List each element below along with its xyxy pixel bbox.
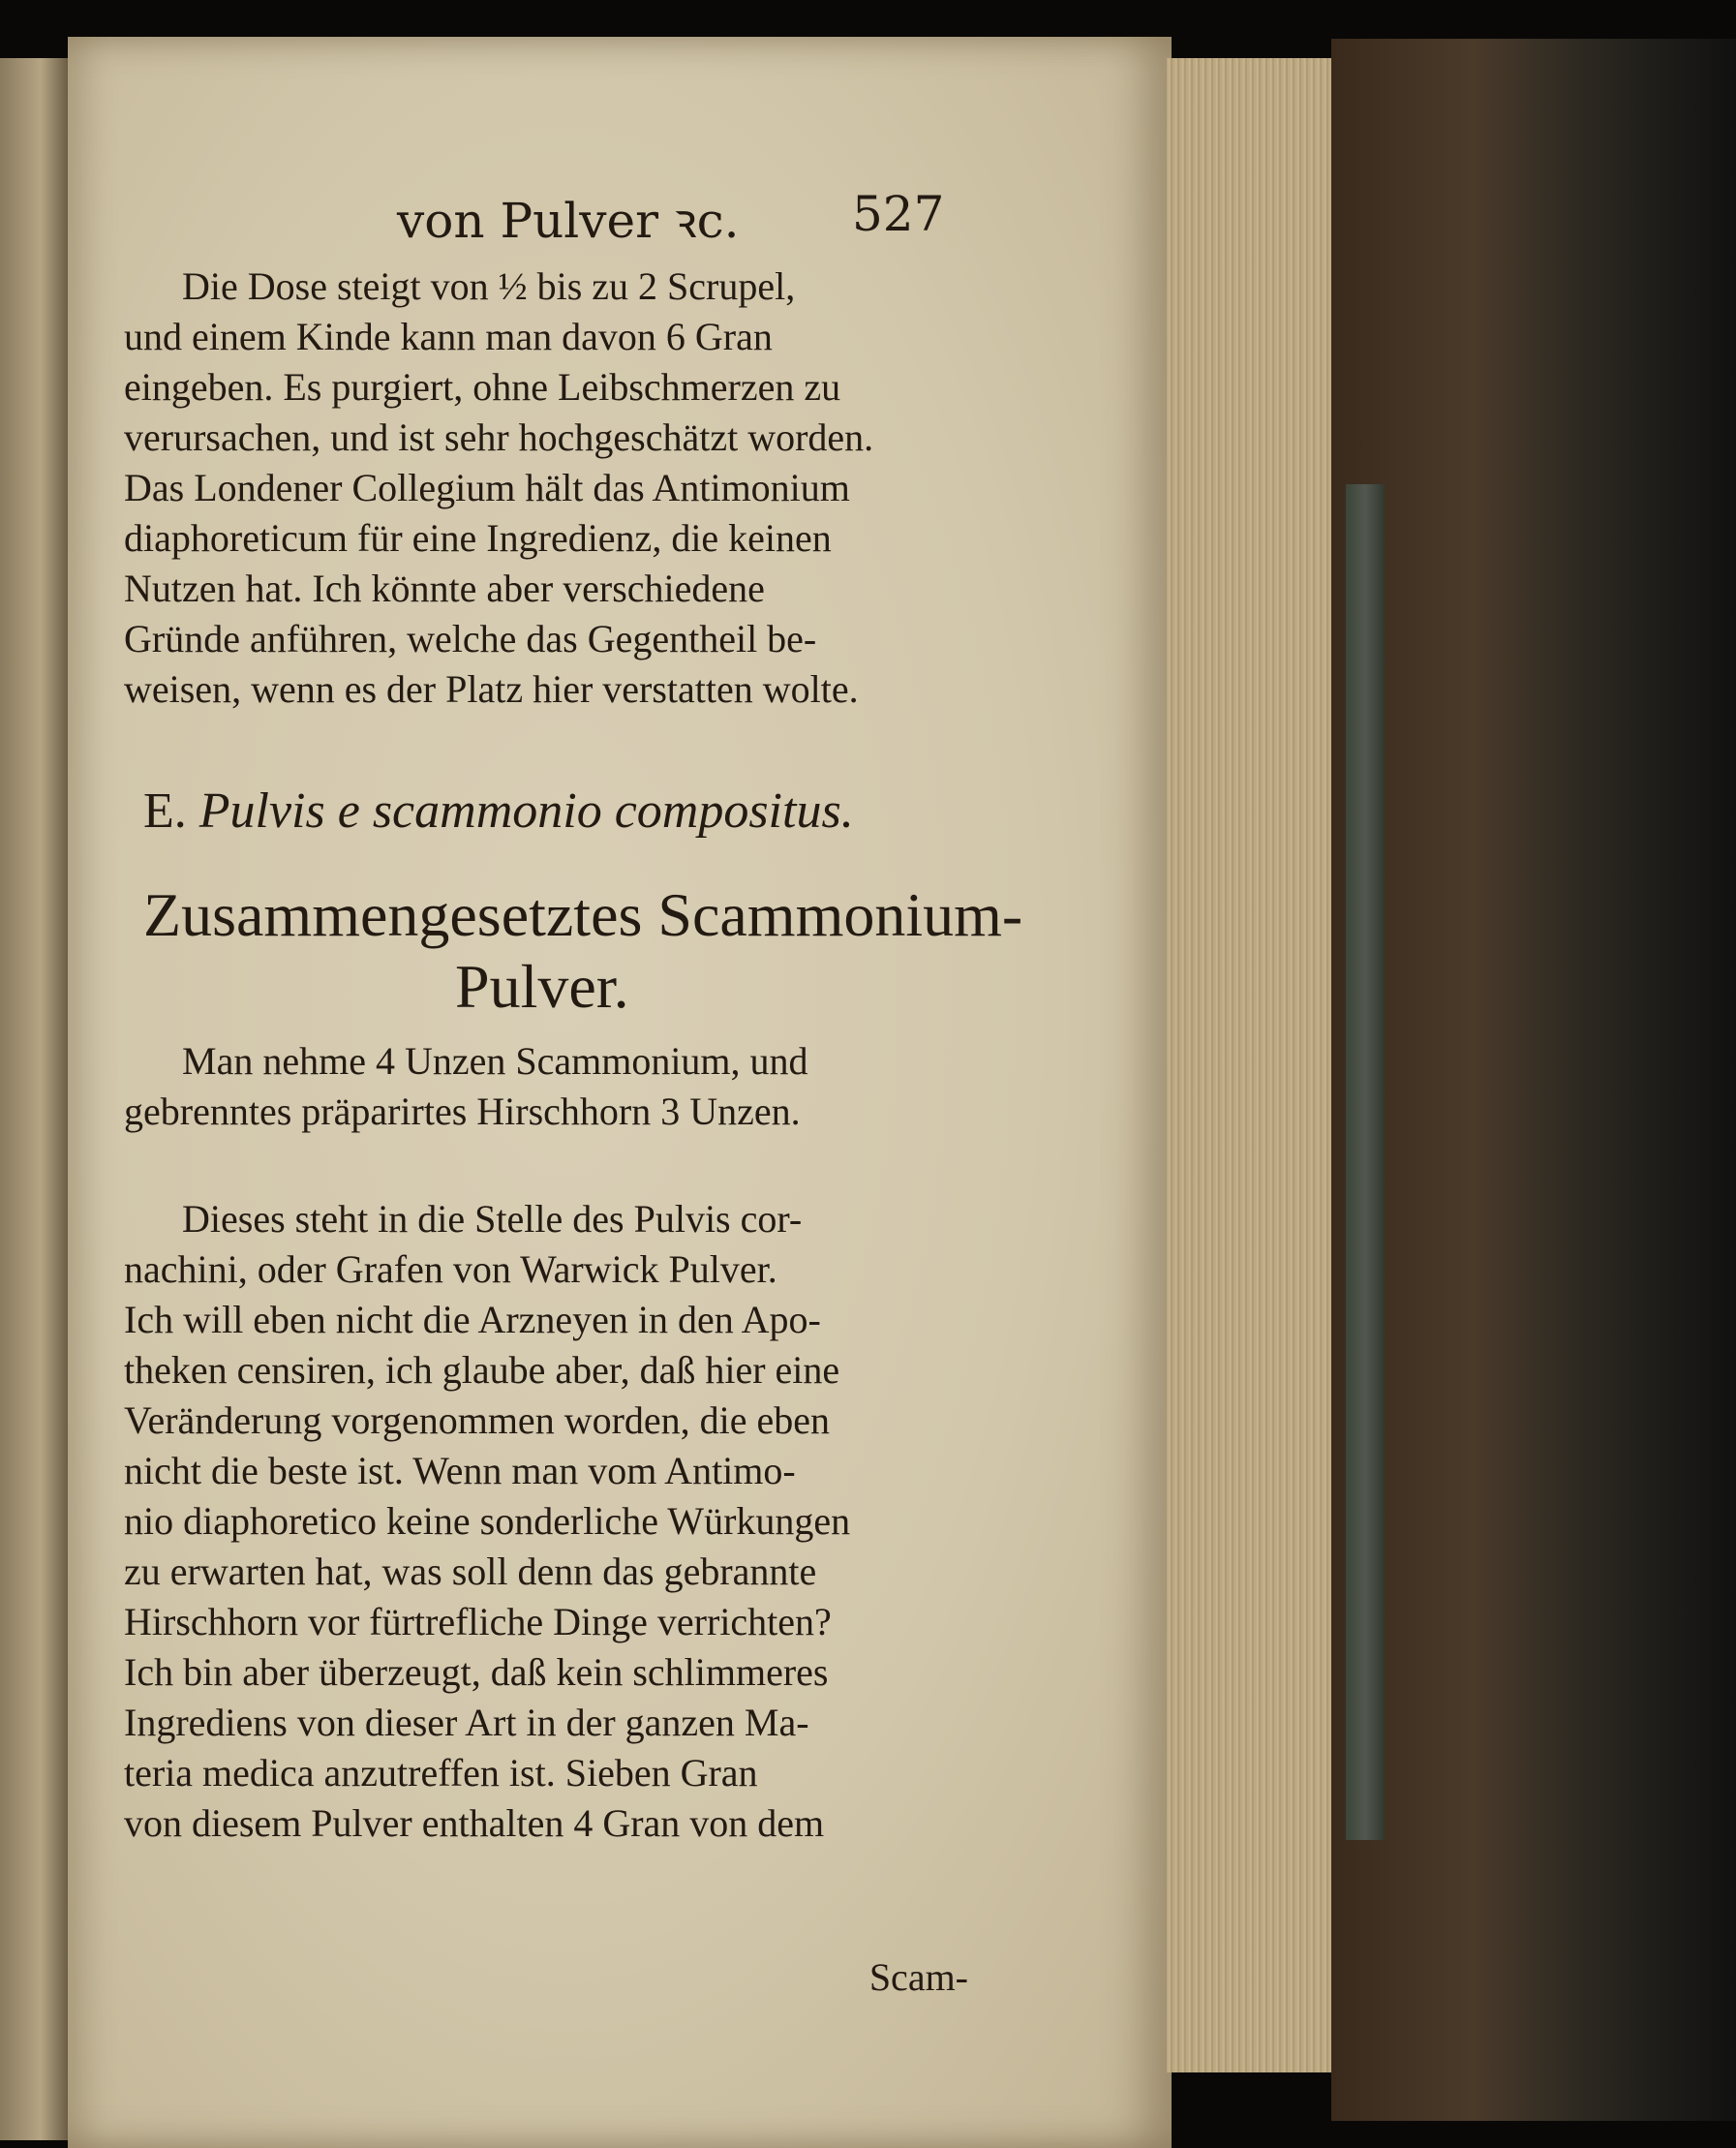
cover-spine-stripe bbox=[1346, 484, 1385, 1840]
german-title-line-2: Pulver. bbox=[455, 952, 629, 1021]
latin-title: Pulvis e scammonio compositus. bbox=[198, 783, 854, 839]
paragraph-line: Ich will eben nicht die Arzneyen in den Apo- bbox=[124, 1298, 821, 1341]
paragraph-line: nio diaphoretico keine sonderliche Würkungen bbox=[124, 1499, 851, 1543]
paragraph-line: zu erwarten hat, was soll denn das gebrannte bbox=[124, 1550, 817, 1593]
page-block-edges bbox=[1167, 58, 1331, 2072]
paragraph-line: und einem Kinde kann man davon 6 Gran bbox=[124, 315, 773, 358]
paragraph-line: eingeben. Es purgiert, ohne Leibschmerzen zu bbox=[124, 365, 841, 409]
paragraph-line: Veränderung vorgenommen worden, die eben bbox=[124, 1398, 831, 1442]
paragraph-2 bbox=[124, 1196, 966, 1864]
paragraph-line: nachini, oder Grafen von Warwick Pulver. bbox=[124, 1247, 777, 1291]
running-title: von Pulver ꝛc. bbox=[397, 193, 740, 249]
german-title-line-1: Zusammengesetztes Scammonium- bbox=[143, 880, 1023, 949]
previous-page-edge bbox=[0, 58, 68, 2140]
recipe-line: gebrenntes präparirtes Hirschhorn 3 Unzen. bbox=[124, 1089, 801, 1133]
page-number: 527 bbox=[852, 186, 945, 242]
section-letter: E. bbox=[143, 783, 187, 839]
catchword: Scam- bbox=[868, 1955, 968, 1999]
paragraph-line: nicht die beste ist. Wenn man vom Antimo- bbox=[124, 1449, 796, 1492]
section-heading bbox=[143, 782, 854, 840]
paragraph-line: Dieses steht in die Stelle des Pulvis cor- bbox=[182, 1197, 803, 1241]
paragraph-line: Hirschhorn vor fürtrefliche Dinge verrichten? bbox=[124, 1600, 832, 1643]
recipe-paragraph bbox=[124, 1038, 966, 1145]
paragraph-line: diaphoreticum für eine Ingredienz, die keinen bbox=[124, 516, 832, 560]
book-cover bbox=[1331, 39, 1736, 2121]
recipe-line: Man nehme 4 Unzen Scammonium, und bbox=[182, 1039, 808, 1083]
paragraph-line: weisen, wenn es der Platz hier verstatten wolte. bbox=[124, 667, 859, 711]
paragraph-line: theken censiren, ich glaube aber, daß hier eine bbox=[124, 1348, 840, 1392]
paragraph-line: Ich bin aber überzeugt, daß kein schlimmeres bbox=[124, 1650, 829, 1694]
paragraph-line: Nutzen hat. Ich könnte aber verschiedene bbox=[124, 567, 765, 610]
paragraph-line: von diesem Pulver enthalten 4 Gran von dem bbox=[124, 1801, 825, 1845]
paragraph-line: verursachen, und ist sehr hochgeschätzt worden. bbox=[124, 415, 874, 459]
paragraph-line: Die Dose steigt von ½ bis zu 2 Scrupel, bbox=[182, 264, 796, 308]
paragraph-1 bbox=[124, 263, 966, 719]
paragraph-line: Gründe anführen, welche das Gegentheil be- bbox=[124, 617, 817, 660]
paragraph-line: Ingrediens von dieser Art in der ganzen Ma- bbox=[124, 1701, 809, 1744]
paragraph-line: Das Londener Collegium hält das Antimonium bbox=[124, 466, 850, 509]
paragraph-line: teria medica anzutreffen ist. Sieben Gran bbox=[124, 1751, 758, 1795]
